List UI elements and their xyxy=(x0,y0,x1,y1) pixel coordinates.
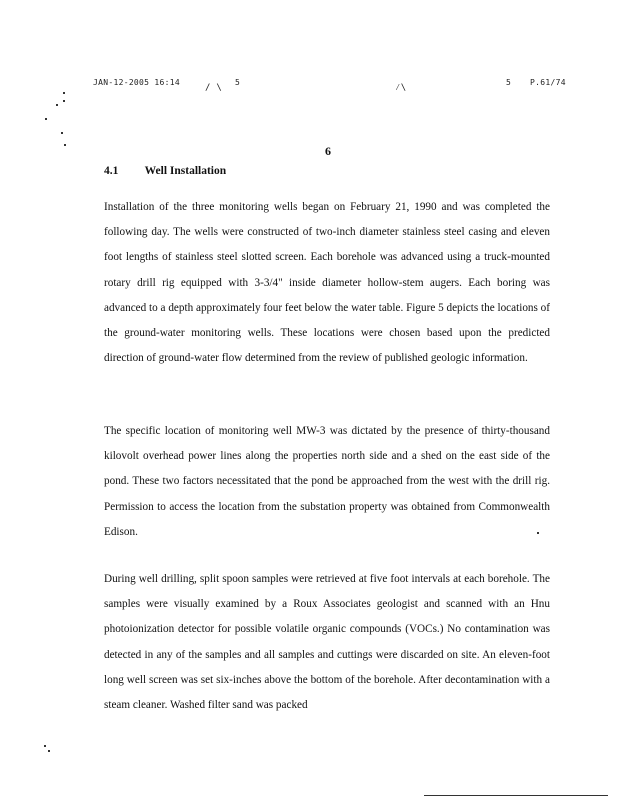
page-number: 6 xyxy=(325,144,331,158)
fax-date-time: JAN-12-2005 16:14 xyxy=(93,78,180,87)
scan-speck xyxy=(61,132,63,134)
footer-rule xyxy=(424,795,608,796)
scan-speck xyxy=(48,750,50,752)
body-paragraph: The specific location of monitoring well MW-3 was dictated by the presence of thirty-thousand kilovolt overhead power lines along the properties north side and a shed on the east side of the pond. These two factors necessitated that the pond be approached from the west with the drill rig. Permission to access the location from the substation property was obtained from Commonwealth Edison. xyxy=(104,425,550,538)
section-heading xyxy=(104,165,226,177)
section-title: Well Installation xyxy=(144,165,227,177)
scan-speck xyxy=(64,144,66,146)
section-number: 4.1 xyxy=(104,165,119,177)
scan-speck xyxy=(45,118,47,120)
scan-speck xyxy=(63,92,65,94)
fax-page-mark: 5 xyxy=(235,78,241,87)
body-paragraph: During well drilling, split spoon samples were retrieved at five foot intervals at each borehole. The samples were visually examined by a Roux Associates geologist and scanned with an Hnu photoionization detector for possible volatile organic compounds (VOCs.) No contamination was detected in any of the samples and all samples and cuttings were discarded on site. An eleven-foot long well screen was set six-inches above the bottom of the borehole. After decontamination with a steam cleaner. Washed filter sand was packed xyxy=(104,573,550,712)
fax-header xyxy=(0,78,642,92)
fax-page-fraction: P.61/74 xyxy=(530,78,566,87)
scan-speck xyxy=(44,745,46,747)
fax-scan-mark: / \ xyxy=(205,83,223,93)
fax-scan-mark: ⁄\ xyxy=(395,83,407,93)
body-paragraph: Installation of the three monitoring wells began on February 21, 1990 and was completed the following day. The wells were constructed of two-inch diameter stainless steel casing and eleven foot lengths of stainless steel slotted screen. Each borehole was advanced using a truck-mounted rotary drill rig equipped with 3-3/4" inside diameter hollow-stem augers. Each boring was advanced to a depth approximately four feet below the water table. Figure 5 depicts the locations of the ground-water monitoring wells. These locations were chosen based upon the predicted direction of ground-water flow determined from the review of published geologic information. xyxy=(104,201,550,365)
scan-speck xyxy=(56,104,58,106)
fax-page-mark: 5 xyxy=(506,78,512,87)
scan-speck xyxy=(63,100,65,102)
